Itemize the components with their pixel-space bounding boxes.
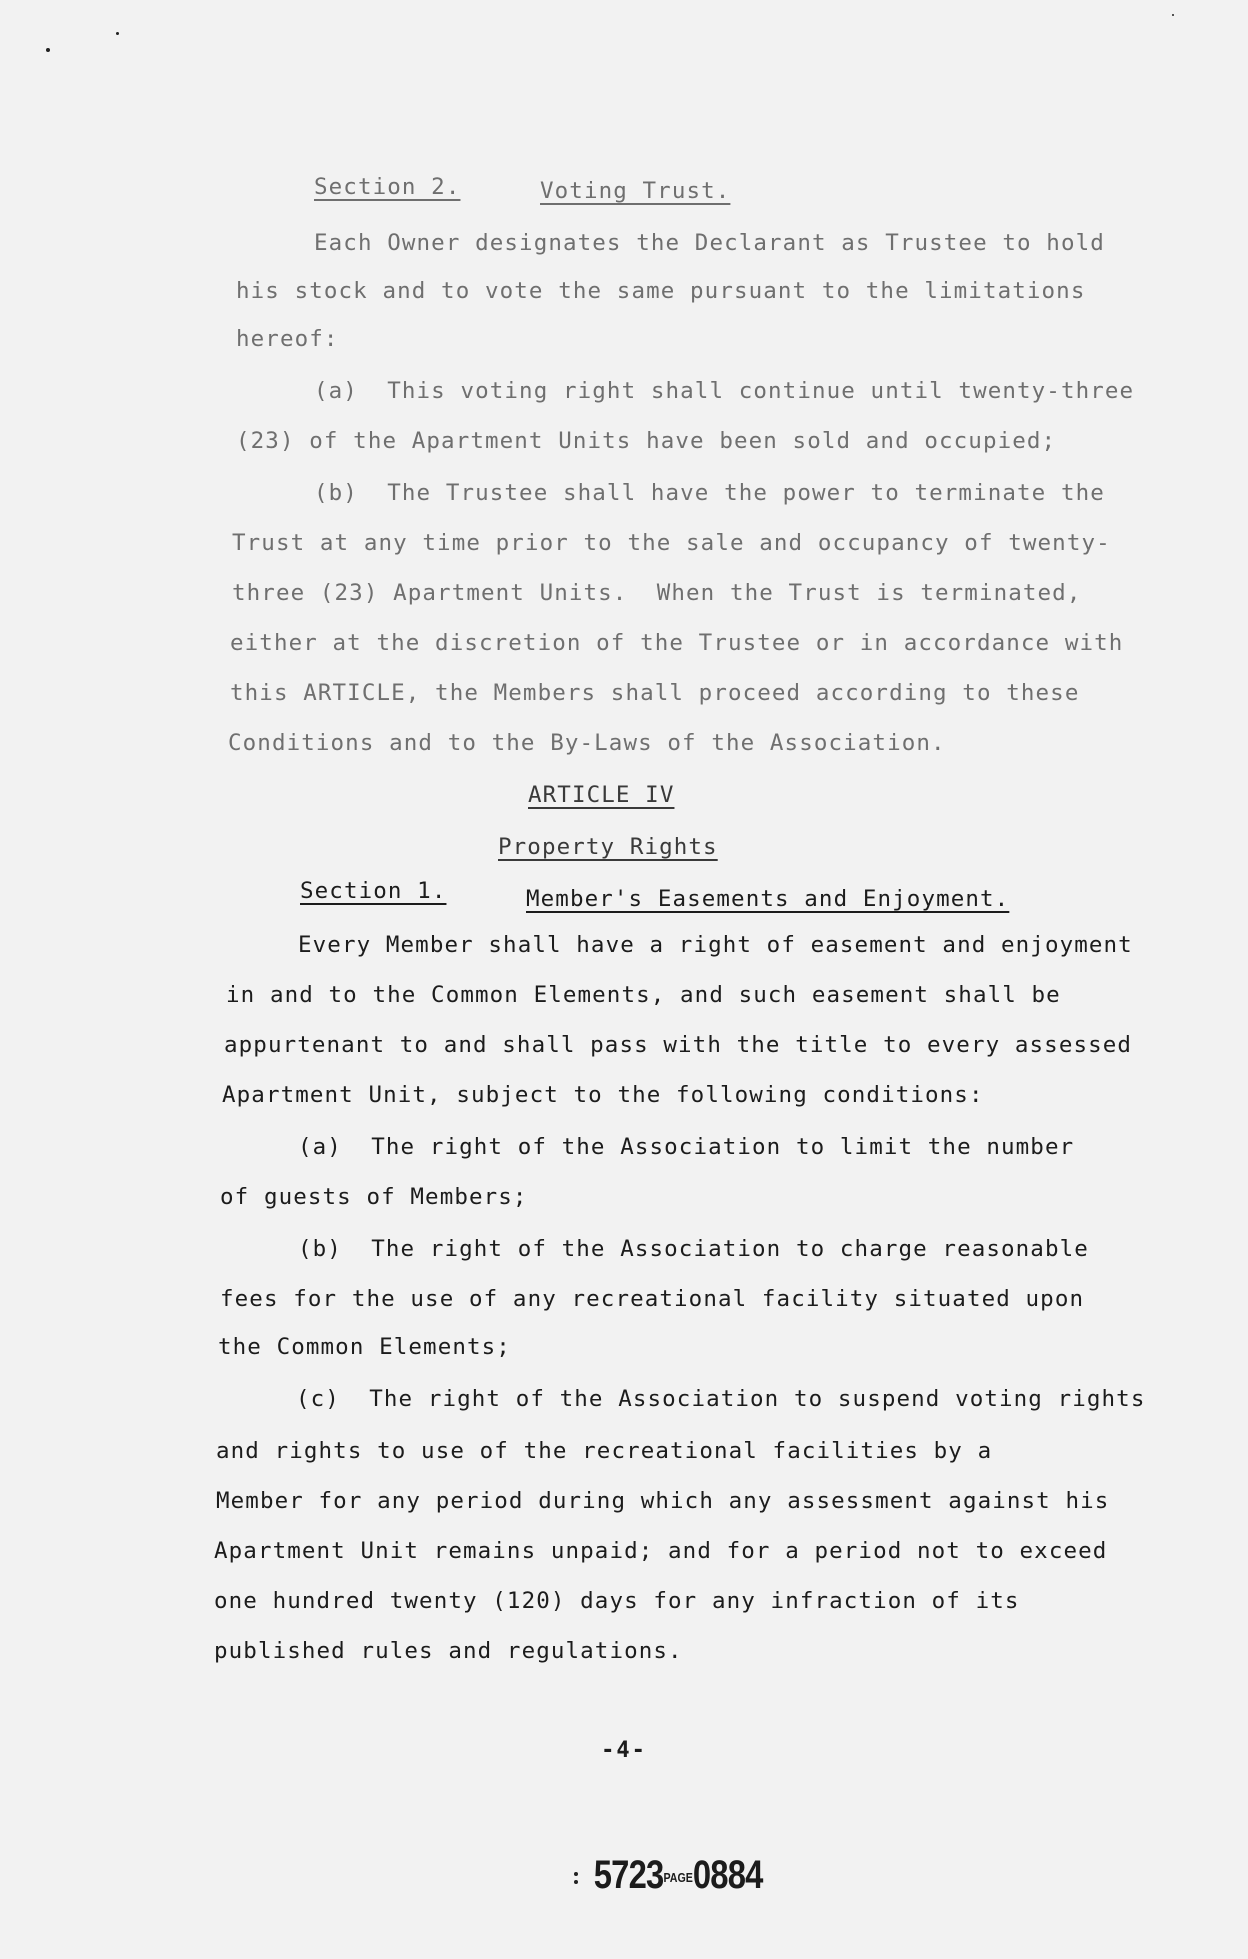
book-number: 5723 bbox=[593, 1852, 664, 1897]
section-1-line: appurtenant to and shall pass with the title to every assessed bbox=[224, 1032, 1133, 1058]
section-2-line: either at the discretion of the Trustee or in accordance with bbox=[230, 630, 1124, 656]
section-1-line: the Common Elements; bbox=[218, 1334, 511, 1360]
section-2-line: Each Owner designates the Declarant as Trustee to hold bbox=[314, 230, 1105, 256]
section-1-heading: Section 1. bbox=[300, 878, 447, 904]
section-2-line: (a) This voting right shall continue until twenty-three bbox=[314, 378, 1135, 404]
page-reference: 0884 bbox=[692, 1852, 763, 1897]
section-2-line: this ARTICLE, the Members shall proceed according to these bbox=[230, 680, 1080, 706]
section-2-heading: Section 2. bbox=[314, 174, 461, 200]
section-2-line: (23) of the Apartment Units have been sold and occupied; bbox=[236, 428, 1057, 454]
section-1-line: published rules and regulations. bbox=[214, 1638, 683, 1664]
article-number: ARTICLE IV bbox=[528, 782, 675, 808]
book-page-stamp bbox=[0, 1792, 1248, 1957]
section-2-title: Voting Trust. bbox=[540, 178, 731, 204]
section-1-line: in and to the Common Elements, and such easement shall be bbox=[226, 982, 1061, 1008]
scan-speck bbox=[1172, 14, 1174, 16]
section-1-line: fees for the use of any recreational facility situated upon bbox=[220, 1286, 1085, 1312]
scan-speck bbox=[46, 48, 50, 52]
section-1-line: and rights to use of the recreational facilities by a bbox=[216, 1438, 993, 1464]
section-1-line: (a) The right of the Association to limit the number bbox=[298, 1134, 1075, 1160]
scan-speck bbox=[116, 32, 119, 35]
section-1-line: Apartment Unit remains unpaid; and for a period not to exceed bbox=[214, 1538, 1108, 1564]
section-2-line: (b) The Trustee shall have the power to terminate the bbox=[314, 480, 1105, 506]
section-1-line: Member for any period during which any assessment against his bbox=[216, 1488, 1110, 1514]
section-2-line: Trust at any time prior to the sale and occupancy of twenty- bbox=[232, 530, 1111, 556]
section-2-line: three (23) Apartment Units. When the Trust is terminated, bbox=[232, 580, 1082, 606]
page-number: -4- bbox=[601, 1738, 647, 1763]
section-2-line: Conditions and to the By-Laws of the Association. bbox=[228, 730, 946, 756]
section-1-line: (b) The right of the Association to charge reasonable bbox=[298, 1236, 1089, 1262]
section-1-title: Member's Easements and Enjoyment. bbox=[526, 886, 1010, 912]
section-1-line: one hundred twenty (120) days for any infraction of its bbox=[214, 1588, 1020, 1614]
section-2-line: hereof: bbox=[236, 326, 339, 352]
section-1-line: of guests of Members; bbox=[220, 1184, 528, 1210]
article-title: Property Rights bbox=[498, 834, 718, 860]
section-2-line: his stock and to vote the same pursuant to the limitations bbox=[236, 278, 1086, 304]
page-label: PAGE bbox=[663, 1869, 693, 1885]
section-1-line: (c) The right of the Association to suspend voting rights bbox=[296, 1386, 1146, 1412]
section-1-line: Apartment Unit, subject to the following conditions: bbox=[222, 1082, 984, 1108]
section-1-line: Every Member shall have a right of easement and enjoyment bbox=[298, 932, 1133, 958]
